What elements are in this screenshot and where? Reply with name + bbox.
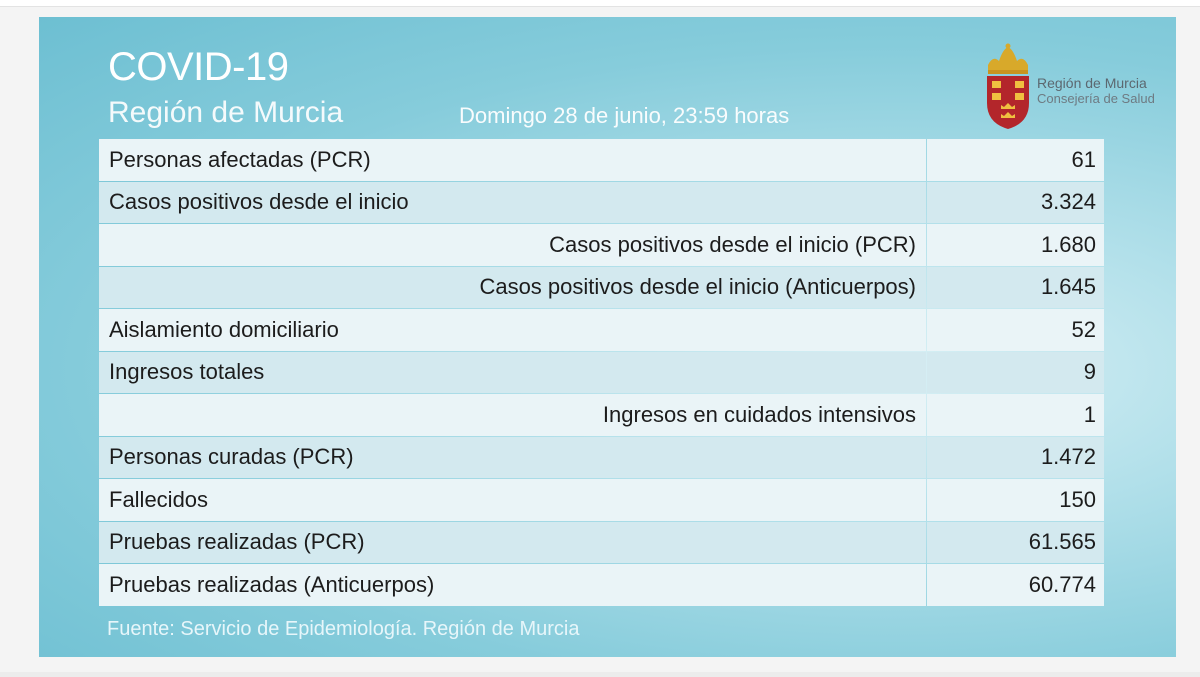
row-label: Casos positivos desde el inicio (PCR) (99, 224, 926, 266)
row-value: 150 (927, 479, 1104, 521)
row-value: 1.472 (927, 437, 1104, 479)
row-label: Casos positivos desde el inicio (Anticuerpos) (99, 267, 926, 309)
row-value: 1.645 (927, 267, 1104, 309)
table-row (99, 522, 1104, 564)
table-row (99, 182, 1104, 224)
row-label: Casos positivos desde el inicio (99, 182, 926, 224)
slide-title: COVID-19 (108, 45, 289, 89)
row-label: Aislamiento domiciliario (99, 309, 926, 351)
row-value: 52 (927, 309, 1104, 351)
logo-department: Consejería de Salud (1037, 91, 1155, 106)
row-label: Fallecidos (99, 479, 926, 521)
row-label: Ingresos en cuidados intensivos (99, 394, 926, 436)
table-row (99, 352, 1104, 394)
table-row (99, 139, 1104, 181)
row-label: Ingresos totales (99, 352, 926, 394)
row-label: Personas curadas (PCR) (99, 437, 926, 479)
row-label: Pruebas realizadas (Anticuerpos) (99, 564, 926, 606)
row-value: 61.565 (927, 522, 1104, 564)
covid-slide (39, 17, 1176, 657)
report-date: Domingo 28 de junio, 23:59 horas (459, 103, 790, 128)
row-label: Pruebas realizadas (PCR) (99, 522, 926, 564)
slide-subtitle: Región de Murcia (108, 96, 344, 129)
table-row (99, 479, 1104, 521)
row-value: 1.680 (927, 224, 1104, 266)
row-value: 60.774 (927, 564, 1104, 606)
row-value: 3.324 (927, 182, 1104, 224)
logo-text (1037, 75, 1155, 107)
table-row (99, 394, 1104, 436)
table-row (99, 267, 1104, 309)
row-value: 1 (927, 394, 1104, 436)
data-source-note: Fuente: Servicio de Epidemiología. Región de Murcia (107, 618, 580, 640)
logo-region-name: Región de Murcia (1037, 75, 1147, 91)
table-row (99, 564, 1104, 606)
row-value: 9 (927, 352, 1104, 394)
murcia-coat-of-arms-icon (983, 43, 1033, 131)
table-row (99, 224, 1104, 266)
covid-stats-table (99, 139, 1104, 607)
region-logo (983, 43, 1163, 133)
bottom-window-strip (0, 672, 1200, 677)
table-row (99, 309, 1104, 351)
top-window-strip (0, 0, 1200, 7)
row-label: Personas afectadas (PCR) (99, 139, 926, 181)
row-value: 61 (927, 139, 1104, 181)
table-row (99, 437, 1104, 479)
